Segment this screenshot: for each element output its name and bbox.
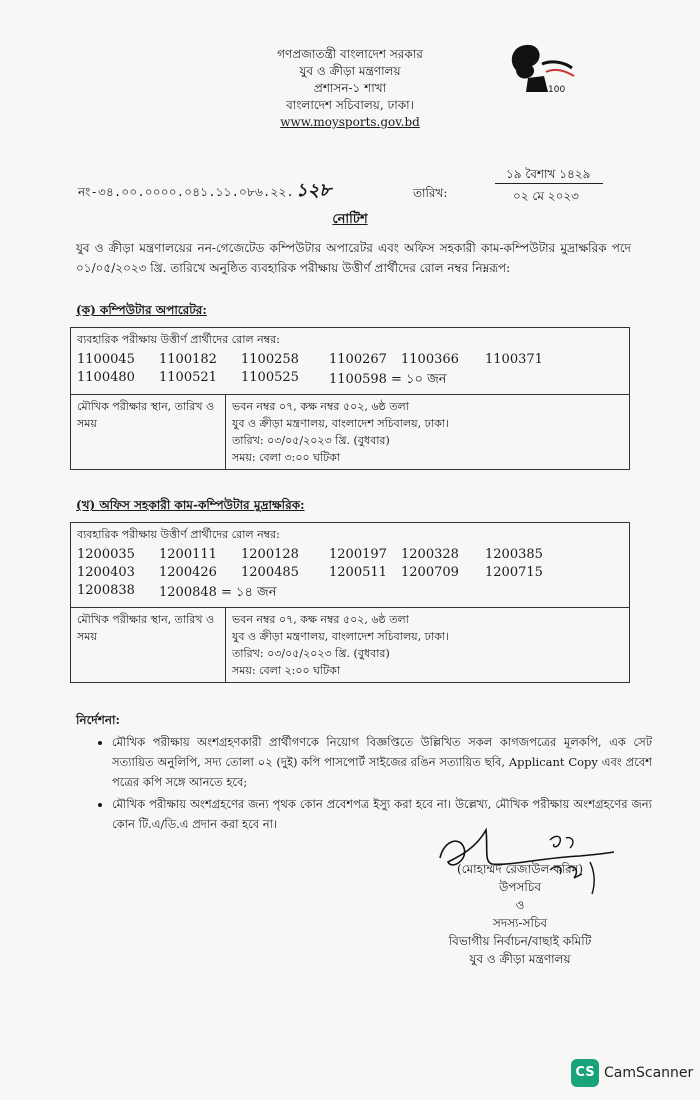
- signatory-committee: বিভাগীয় নির্বাচন/বাছাই কমিটি: [448, 934, 592, 948]
- signatory-block: [400, 860, 640, 968]
- roll-number: 1200128: [241, 547, 299, 562]
- roll-number: 1100045: [77, 352, 135, 367]
- roll-number: 1200838: [77, 583, 135, 598]
- instruction-item: • মৌখিক পরীক্ষায় অংশগ্রহণকারী প্রার্থীগণকে নিয়োগ বিজ্ঞপ্তিতে উল্লিখিত সকল কাগজপত্রের মূলকপি, এক সেট সত্যায়িত অনুলিপি, সদ্য তোলা ০২ (দুই) কপি পাসপোর্ট সাইজের রঙিন সত্যায়িত ছবি, Applicant Copy এবং প্রবেশ পত্রের কপি সঙ্গে আনতে হবে;: [112, 732, 652, 792]
- memo-handwritten-number: ১২৮: [295, 180, 331, 201]
- office-address: বাংলাদেশ সচিবালয়, ঢাকা।: [286, 98, 414, 112]
- roll-number: 1100371: [485, 352, 543, 367]
- signatory-ministry: যুব ও ক্রীড়া মন্ত্রণালয়: [469, 952, 571, 966]
- section-a-table: [70, 327, 630, 470]
- viva-time: সময়: বেলা ৩:০০ ঘটিকা: [232, 451, 341, 464]
- date-bangla: ১৯ বৈশাখ ১৪২৯: [506, 167, 591, 181]
- section-a-heading: (ক) কম্পিউটার অপারেটর:: [76, 303, 207, 317]
- roll-number: 1200035: [77, 547, 135, 562]
- roll-number: 1100267: [329, 352, 387, 367]
- memo-number: নং-৩৪.০০.০০০০.০৪১.১১.০৮৬.২২. ১২৮: [78, 180, 331, 201]
- date-english: ০২ মে ২০২৩: [513, 189, 579, 203]
- instructions-title: নির্দেশনা:: [76, 713, 120, 727]
- viva-date: তারিখ: ০৩/০৫/২০২৩ খ্রি. (বুধবার): [232, 647, 390, 660]
- viva-date: তারিখ: ০৩/০৫/২০২৩ খ্রি. (বুধবার): [232, 434, 390, 447]
- roll-number: 1200385: [485, 547, 543, 562]
- signatory-designation: উপসচিব: [498, 880, 541, 894]
- branch-name: প্রশাসন-১ শাখা: [313, 81, 387, 95]
- website-link[interactable]: www.moysports.gov.bd: [280, 115, 420, 129]
- intro-paragraph: যুব ও ক্রীড়া মন্ত্রণালয়ের নন-গেজেটেড কম্পিউটার অপারেটর এবং অফিস সহকারী কাম-কম্পিউটার মুদ্রাক্ষরিক পদে ০১/০৫/২০২৩ খ্রি. তারিখে অনুষ্ঠিত ব্যবহারিক পরীক্ষায় উত্তীর্ণ প্রার্থীদের রোল নম্বর নিম্নরূপ:: [76, 241, 631, 275]
- camscanner-logo-icon: CS: [571, 1059, 599, 1087]
- rolls-caption: ব্যবহারিক পরীক্ষায় উত্তীর্ণ প্রার্থীদের রোল নম্বর:: [77, 333, 280, 346]
- rolls-cell: [71, 523, 630, 608]
- roll-list: [77, 547, 623, 604]
- roll-number: 1200485: [241, 565, 299, 580]
- notice-title: নোটিশ: [332, 212, 368, 227]
- roll-number: 1100525: [241, 370, 299, 385]
- roll-number: 1200111: [159, 547, 217, 562]
- rolls-cell: [71, 328, 630, 395]
- roll-number: 1100521: [159, 370, 217, 385]
- government-name: গণপ্রজাতন্ত্রী বাংলাদেশ সরকার: [277, 47, 423, 61]
- roll-number: 1200848 = ১৪ জন: [159, 585, 277, 600]
- roll-number: 1100480: [77, 370, 135, 385]
- roll-number: 1200715: [485, 565, 543, 580]
- signatory-name: (মোহাম্মদ রেজাউল করিম): [456, 862, 584, 876]
- ministry-name: যুব ও ক্রীড়া মন্ত্রণালয়: [299, 64, 401, 78]
- viva-label: মৌখিক পরীক্ষার স্থান, তারিখ ও সময়: [71, 395, 226, 470]
- date-label: তারিখ:: [413, 186, 448, 200]
- roll-number: 1200426: [159, 565, 217, 580]
- viva-info: [226, 608, 630, 683]
- camscanner-watermark: CamScanner: [604, 1065, 694, 1081]
- rolls-caption: ব্যবহারিক পরীক্ষায় উত্তীর্ণ প্রার্থীদের রোল নম্বর:: [77, 528, 280, 541]
- section-b-table: [70, 522, 630, 683]
- roll-number: 1100258: [241, 352, 299, 367]
- roll-number: 1200197: [329, 547, 387, 562]
- signatory-role: সদস্য-সচিব: [492, 916, 548, 930]
- roll-number: 1200403: [77, 565, 135, 580]
- viva-place-line2: যুব ও ক্রীড়া মন্ত্রণালয়, বাংলাদেশ সচিবালয়, ঢাকা।: [232, 417, 449, 430]
- letterhead: [200, 46, 500, 131]
- viva-place-line1: ভবন নম্বর ০৭, কক্ষ নম্বর ৫০২, ৬ষ্ঠ তলা: [232, 613, 409, 626]
- viva-place-line2: যুব ও ক্রীড়া মন্ত্রণালয়, বাংলাদেশ সচিবালয়, ঢাকা।: [232, 630, 449, 643]
- instruction-item: • মৌখিক পরীক্ষায় অংশগ্রহণের জন্য পৃথক কোন প্রবেশপত্র ইস্যু করা হবে না। উল্লেখ্য, মৌখিক পরীক্ষায় অংশগ্রহণের জন্য কোন টি.এ/ডি.এ প্রদান করা হবে না।: [112, 794, 652, 834]
- svg-text:100: 100: [548, 85, 566, 95]
- roll-number: 1100182: [159, 352, 217, 367]
- signatory-and: ও: [515, 898, 525, 912]
- viva-info: [226, 395, 630, 470]
- viva-label: মৌখিক পরীক্ষার স্থান, তারিখ ও সময়: [71, 608, 226, 683]
- roll-number: 1200511: [329, 565, 387, 580]
- roll-number: 1100366: [401, 352, 459, 367]
- roll-list: [77, 352, 623, 391]
- roll-number: 1100598 = ১০ জন: [329, 372, 447, 387]
- section-b-heading: (খ) অফিস সহকারী কাম-কম্পিউটার মুদ্রাক্ষরিক:: [76, 498, 305, 512]
- viva-time: সময়: বেলা ২:০০ ঘটিকা: [232, 664, 341, 677]
- viva-place-line1: ভবন নম্বর ০৭, কক্ষ নম্বর ৫০২, ৬ষ্ঠ তলা: [232, 400, 409, 413]
- roll-number: 1200328: [401, 547, 459, 562]
- date-divider: [495, 183, 603, 184]
- mujib-100-logo-icon: [508, 42, 580, 100]
- roll-number: 1200709: [401, 565, 459, 580]
